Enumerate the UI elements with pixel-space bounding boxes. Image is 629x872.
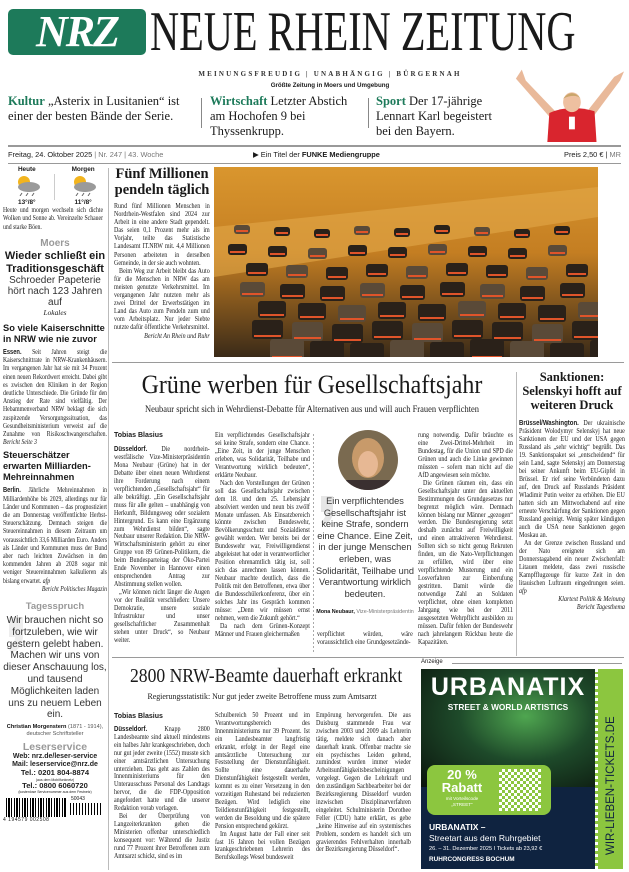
car-taillights [568, 273, 586, 275]
main-headline[interactable]: Grüne werben für Gesellschaftsjahr [141, 370, 483, 399]
car [430, 342, 464, 357]
urbanatix-ad[interactable] [421, 669, 623, 869]
ad-venue: RUHRCONGRESS BOCHUM [429, 856, 515, 863]
car [274, 227, 290, 236]
car-taillights [556, 231, 568, 233]
car [514, 229, 530, 238]
car-taillights [362, 294, 383, 296]
car [474, 227, 490, 236]
car [350, 343, 384, 357]
car [234, 225, 250, 234]
car-taillights [242, 293, 263, 295]
gruene-col-2: Ein verpflichtendes Gesellschaftsjahr sei keine Strafe, sondern eine Chance. „Eine Zeit, in der junge Menschen erleben, was Solidarität, Teilhabe und Verantwortung wirklich bedeuten“, erklärte Neubaur. Nach den Vorstellungen der Grünen soll das Gesellschaftsjahr zwischen dem 18. und dem 25. Lebensjahr absolviert werden und neun bis zwölf Monate umfassen. Als Einsatzbereich könnte zwischen Bundeswehr, Bevölkerungsschutz und Sozialdienst gewählt werden. Wer bereits bei der Bundeswehr war, Freiwilligendienst abgeleistet hat oder in verantwortlicher Position ehrenamtlich tätig ist, soll sich das anrechnen lassen können. Neubaur machte deutlich, dass die Politik mit den Betroffenen, etwa über die Bundesschülerkonferenz, über ein solches Jahr ins Gespräch kommen müsse: „Denn wir müssen ernst nehmen, wem die Zukunft gehört.“ Da nach dem Grünen-Konzept Männer und Frauen gleichermaßen [215, 431, 310, 638]
beamte-col-2: Schulbereich 50 Prozent und im Verantwortungsbereich des Innenministeriums nur 39 Prozent. Ist ein Landesbeamter langfristig erkrankt, erfolgt in der Regel eine amtsärztliche Untersuchung zur Feststellung der Dienstunfähigkeit. Sollte eine dauerhafte Dienstunfähigkeit festgestellt werden, kommt es zu einer Versetzung in den vorzeitigen Ruhestand bei reduzierten Bezügen. Wird lediglich eine Teildienstunfähigkeit festgestellt, werden die Besoldung und die spätere Pension entsprechend gekürzt. Im August hatte der Fall einer seit fast 16 Jahren bei vollen Bezügen krankgeschriebenen Lehrerin des Berufskollegs Wesel bundesweit [215, 711, 310, 862]
car [246, 263, 268, 276]
phone-2[interactable]: Tel.: 0800 6060720 [22, 780, 88, 790]
car-taillights [448, 272, 466, 274]
barcode-addon [70, 803, 102, 815]
car-taillights [368, 273, 386, 275]
gruene-col-3: verpflichtet würden, wäre voraussichtlich eine Grundgesetzände- [317, 630, 413, 647]
car-taillights [550, 252, 565, 254]
car-taillights [408, 275, 426, 277]
slogan: MEINUNGSFREUDIG | UNABHÄNGIG | BÜRGERNAH [198, 70, 462, 78]
car-taillights [516, 234, 528, 236]
pendler-article: Fünf Millionen pendeln täglich Rund fünf Millionen Menschen in Nordrhein-Westfalen sind 2024 zur Arbeit in eine andere Stadt gependelt. Das seien 0,1 Prozent mehr als im Vorjahr, teilte das Statistische Landesamt IT.NRW mit. 4,4 Millionen Personen arbeiteten in derselben Gemeinde, in der sie auch wohnten. Beim Weg zur Arbeit bleibt das Auto für die Menschen in NRW das am meisten genutzte Verkehrsmittel. Im vergangenen Jahr nutzten mehr als zwei Drittel der Erwerbstätigen im Land das Auto zum Pendeln zum und vom Arbeitsplatz. Nur jeder Siebte nutzte dafür öffentliche Verkehrsmittel. Bericht An Rhein und Ruhr [114, 166, 210, 340]
car-taillights [420, 317, 444, 319]
local-subline: Schroeder Papeterie hört nach 123 Jahren auf [7, 275, 103, 308]
beamte-headline[interactable]: 2800 NRW-Beamte dauerhaft erkrankt [130, 665, 403, 687]
car-taillights [574, 336, 598, 338]
weather-today: Heute 13°/8° [7, 166, 47, 207]
car [434, 225, 450, 234]
ad-title: URBANATIX – [429, 822, 486, 832]
car-taillights [494, 337, 521, 339]
teaser-kultur[interactable] [8, 94, 196, 124]
car [446, 263, 468, 276]
car-taillights [248, 272, 266, 274]
local-ref[interactable]: Lokales [43, 308, 67, 317]
car-taillights [328, 276, 346, 278]
price-info: Preis 2,50 € | MR [564, 150, 621, 159]
qr-code[interactable] [499, 769, 541, 811]
sanktionen-article: Sanktionen: Selenskyi hofft auf weiteren Druck Brüssel/Washington. Der ukrainische Präsident Wolodymyr Selenskyj hat neue Sanktionen der EU und der USA gegen Russland als „sehr wichtig“ begrüßt. Das 19. Sanktionspaket sei „entscheidend“ für sein Land, sagte Selenskyj am Donnerstag bei seiner Ankunft beim EU-Gipfel in Brüssel. Er rief seine Verbündeten dazu auf, den Druck auf Russlands Präsident Wladimir Putin weiter zu erhöhen. Die EU hatten sich am Mittwochabend auf eine erneute Verschärfung der Sanktionen gegen Russland geeinigt. Wenig später kündigten auch die USA neue Sanktionen gegen Moskau an. An der Grenze zwischen Russland und der Nato ereignete sich am Donnerstagabend ein neuer Zwischenfall: Litauen meldete, dass zwei russische Kampfflugzeuge für kurze Zeit in den litauischen Luftraum eingedrungen seien. afp Klartext Politik & Meinung Bericht Tagesthema [519, 370, 625, 611]
car-taillights [442, 293, 463, 295]
arrow-icon: ▶ [253, 150, 259, 159]
car [590, 340, 598, 357]
car [394, 228, 410, 237]
car-taillights [294, 337, 321, 339]
teaser-sport[interactable] [376, 94, 506, 139]
quote-author: Mona Neubaur, Vize-Ministerpräsidentin [316, 609, 414, 615]
tagline: Größte Zeitung in Moers und Umgebung [270, 82, 390, 89]
car-taillights [316, 234, 328, 236]
barcode [6, 798, 66, 817]
phone-1[interactable]: Tel.: 0201 804-8874 [20, 768, 90, 778]
car [348, 245, 367, 256]
car-taillights [402, 296, 423, 298]
car-taillights [374, 336, 401, 338]
car [548, 245, 567, 256]
footballer-photo[interactable] [510, 66, 626, 142]
car [308, 248, 327, 259]
car [310, 341, 344, 357]
car [468, 246, 487, 257]
tagesspruch [3, 615, 107, 721]
car-taillights [260, 314, 284, 316]
car [486, 265, 508, 278]
kaiserschnitt-article: So viele Kaiserschnitte in NRW wie nie zuvor Essen. Seit Jahren steigt die Kaiserschnittrate in NRW-Krankenhäusern. Im vergangenen Jahr hat sie mit 34 Prozent einen neuen Rekordwert erreicht. Dabei gibt es zwischen den Kliniken in der Region deutliche Unterschiede. Die Gründe für den Anstieg der Rate sind vielfältig. Der Hebammenverband NRW beklagt die sich zuspitzende Versorgungssituation, das Gesundheitsministerium verweist auf die Zunahme von Risikoschwangerschaften. Bericht Seite 3 [3, 323, 108, 447]
main-subline: Neubaur spricht sich in Wehrdienst-Debatte für Alternativen aus und will auch Frauen verpflichten [144, 404, 480, 414]
car-taillights [470, 253, 485, 255]
car-taillights [454, 335, 481, 337]
car-taillights [272, 356, 302, 357]
car [406, 266, 428, 279]
weather-text: Heute und morgen wechseln sich dichte Wolken und Sonne ab. Vereinzelte Schauer und starke Böen. [3, 206, 103, 231]
car-taillights [430, 251, 445, 253]
car [366, 264, 388, 277]
beamte-col-3: Empörung hervorgerufen. Die aus Duisburg stammende Frau war zwischen 2003 und 2009 als Lehrerin tätig, meldete sich danach aber dauerhaft krank. Offenbar machte sie ein psychisches Leiden geltend, zumindest wurden immer wieder Arbeitsunfähigkeitsbescheinigungen vorgelegt. Gegen die Lehrkraft und den zuständigen Sachbearbeiter bei der Bezirksregierung Düsseldorf wurden inzwischen Disziplinarverfahren eingeleitet. Schulministerin Dorothee Feller (CDU) hatte erklärt, es gebe „keine Hinweise auf ein systemisches Problem, sondern es handelt sich um gravierendes Fehlverhalten innerhalb der Bezirksregierung Düsseldorf“. [316, 711, 411, 854]
pull-quote: Ein verpflichtendes Gesellschaftsjahr ist keine Strafe, sondern eine Chance. Eine Zeit, in der junge Menschen erleben, was Solidarität, Teilhabe und Verantwortung wirklich bedeuten. [316, 496, 414, 599]
car-taillights [436, 230, 448, 232]
car-taillights [500, 316, 524, 318]
tagesspruch-quote: Wir brauchen nicht so fortzuleben, wie wir gestern gelebt haben. Machen wir uns von dieser Anschauung los, und tausend Möglichkeiten laden uns zu neuem Leben ein. [3, 615, 107, 721]
beamte-subline: Regierungsstatistik: Nur gut jeder zweite Betroffene muss zum Amtsarzt [147, 692, 377, 701]
car-taillights [534, 339, 561, 341]
car-taillights [276, 232, 288, 234]
sun-cloud-rain-icon [12, 174, 42, 196]
car-taillights [270, 253, 285, 255]
car-taillights [236, 230, 248, 232]
car-taillights [472, 356, 502, 357]
beamte-col-1: Tobias Blasius Düsseldorf. Knapp 2800 Landesbeamte sind aktuell mindestens ein halbes Jahr krankgeschrieben, doch nur gut jeder zweite (1552) musste sich einer amtsärztlichen Untersuchung unterziehen. Das geht aus Zahlen des Innenministeriums für den Unterausschuss Personal des Landtags hervor, die die FDP-Opposition angefordert hatte und die unserer Redaktion vorab vorlagen. Bei der Überprüfung von Langzeiterkrankten gehen die Ministerien offenbar unterschiedlich konsequent vor: Während die Justiz rund 77 Prozent ihrer Betroffenen zum Amtsarzt schickt, sind es im [114, 713, 210, 860]
car-taillights [334, 339, 361, 341]
car-taillights [460, 314, 484, 316]
ad-subtitle: Streetart aus dem Ruhrgebiet [429, 833, 541, 843]
headline[interactable]: Steuerschätzer erwarten Milliarden-Mehreinnahmen [3, 450, 91, 483]
car-taillights [322, 297, 343, 299]
nrz-logo[interactable]: NRZ [8, 9, 146, 55]
car [508, 248, 527, 259]
mail-link[interactable]: Mail: leserservice@nrz.de [12, 761, 98, 769]
car [286, 265, 308, 278]
teaser-kicker: Kultur [8, 94, 45, 108]
car [566, 264, 588, 277]
teaser-text: Der 17-jährige Lennart Karl begeistert bei den Bayern. [376, 94, 492, 138]
car [550, 343, 584, 357]
gruene-col-4: rung notwendig. Dafür bräuchte es eine Zwei-Drittel-Mehrheit im Bundestag, für die Union und SPD die Grünen und auch die Linke gewinnen müssten – sofern man nicht auf die AfD angewiesen sein möchte. Die Grünen räumen ein, dass ein Gesellschaftsjahr unter den aktuellen Bestimmungen des Grundgesetzes nur begrenzt möglich wäre. Demnach können bislang nur Männer „gezogen“ werden. Die Bundesregierung setzt deshalb zunächst auf Freiwilligkeit und einen attraktiveren Wehrdienst. Sollten sich so nicht genug Rekruten finden, um die Nato-Verpflichtungen zu erfüllen, wird über eine verpflichtende Musterung und ein Losverfahren zur Einberufung gestritten. Damit würde die notwendige Zahl an Soldaten verpflichtet, ohne einen kompletten Jahrgang wie bei der 2011 ausgesetzten Wehrpflicht ausbilden zu müssen. Dafür fehlen der Bundeswehr nach jahrelangem Rückbau heute die Kapazitäten. [418, 431, 513, 646]
car-taillights [288, 274, 306, 276]
portrait-neubaur[interactable] [338, 430, 398, 490]
left-column [3, 166, 107, 872]
car-taillights [310, 255, 325, 257]
car-taillights [528, 276, 546, 278]
ad-url: WIR-LIEBEN-TICKETS.DE [605, 716, 617, 855]
teaser-kicker: Sport [376, 94, 406, 108]
gruene-col-1: Tobias Blasius Düsseldorf. Die nordrhein-westfälische Vize-Ministerpräsidentin Mona Neubaur (Grüne) hat in der Debatte über einen neuen Wehrdienst ihre Forderung nach einem verpflichtenden „Gesellschaftsjahr“ für alle bekräftigt. „Ein Gesellschaftsjahr muss für alle gelten – unabhängig von Herkunft, Bildungsweg oder sozialem Hintergrund. Es kann eine Ergänzung zum Wehrdienst bilden“, sagte Neubaur unserer Redaktion. Die NRW-Wirtschaftsministerin gehört zu einer Gruppe von 89 Grünen-Politikern, die beim Bundesparteitag der Öko-Partei Ende November in Hannover einen entsprechenden Antrag zur Abstimmung stellen wollen. „Wir können nicht länger die Augen vor der Realität verschließen: Unsere Demokratie, unsere soziale Infrastruktur und unser gesellschaftlicher Zusammenhalt stehen unter Druck“, so Neubaur weiter. [114, 432, 210, 644]
car-taillights [350, 252, 365, 254]
teaser-text: „Asterix in Lusitanien“ ist einer der besten Bände der Serie. [8, 94, 180, 123]
local-headline[interactable]: Wieder schließt ein Traditionsgeschäft [4, 250, 106, 275]
car-taillights [414, 338, 441, 340]
author: Tobias Blasius [114, 432, 163, 439]
car-taillights [562, 294, 583, 296]
car [314, 229, 330, 238]
teaser-wirtschaft[interactable] [210, 94, 362, 139]
car [526, 267, 548, 280]
car-taillights [356, 231, 368, 233]
barcode-top: 50043 [71, 796, 85, 803]
car [388, 247, 407, 258]
weather-tomorrow: Morgen 11°/8° [63, 166, 103, 207]
ad-label: Anzeige [421, 659, 443, 665]
car [428, 244, 447, 255]
car-taillights [254, 335, 281, 337]
car [270, 339, 304, 357]
car [510, 341, 544, 357]
car-taillights [396, 233, 408, 235]
tagesspruch-label: Tagesspruch [25, 601, 85, 613]
sun-cloud-rain-icon [68, 174, 98, 196]
car-taillights [476, 232, 488, 234]
car [354, 226, 370, 235]
teaser-kicker: Wirtschaft [210, 94, 268, 108]
issue-info: Freitag, 24. Oktober 2025 | Nr. 247 | 43. Woche [8, 150, 164, 159]
car-taillights [488, 274, 506, 276]
barcode-number: 4 194579 002508 [3, 817, 50, 824]
barcode-block [3, 796, 107, 824]
headline[interactable]: Sanktionen: Selenskyi hofft auf weiteren Druck [522, 370, 622, 412]
car-taillights [540, 318, 564, 320]
car [326, 267, 348, 280]
car [554, 226, 570, 235]
newspaper-title: NEUE RHEIN ZEITUNG [150, 1, 576, 63]
car [390, 340, 424, 357]
car [228, 244, 247, 255]
ad-brand: URBANATIX [430, 673, 586, 701]
car-taillights [510, 255, 525, 257]
dateline-bar [8, 145, 621, 164]
leserservice: Leserservice Web: nrz.de/leser-service Mail: leserservice@nrz.de Tel.: 0201 804-8874 (aus dem Mobilfunknetz) Tel.: 0800 6060720 (kostenlose Servicenummer aus dem Festnetz) [3, 742, 107, 794]
headline[interactable]: Fünf Millionen pendeln täglich [114, 166, 210, 198]
weather-widget [3, 166, 107, 204]
tagesspruch-author: Christian Morgenstern (1871 - 1914), deutscher Schriftsteller [6, 724, 104, 737]
car-taillights [390, 254, 405, 256]
ad-details: 26. – 31. Dezember 2025 I Tickets ab 23,92 € [429, 846, 543, 852]
car-taillights [482, 295, 503, 297]
ad-ticket-stub[interactable] [595, 669, 623, 869]
discount-badge: 20 % Rabatt mit Vorteilscode „STREET“ [427, 765, 551, 815]
car-taillights [300, 316, 324, 318]
teaser-text: Letzter Abstich am Hochofen 9 bei Thyssenkrupp. [210, 94, 348, 138]
car-taillights [522, 297, 543, 299]
car-taillights [380, 315, 404, 317]
car-taillights [580, 315, 598, 317]
car-taillights [340, 318, 364, 320]
publisher-info: ▶ Ein Titel der FUNKE Mediengruppe [253, 150, 380, 159]
traffic-jam-photo[interactable] [214, 167, 598, 357]
steuer-article: Steuerschätzer erwarten Milliarden-Mehreinnahmen Berlin. Jährliche Mehreinnahmen in Milliardenhöhe bis 2029, allerdings nur für Länder und Kommunen – das prognostiziert die am Donnerstag veröffentlichte Herbst-Steuerschätzung. Demnach steigen die Steuereinnahmen in diesem Zeitraum um voraussichtlich 33,6 Milliarden Euro. Anders als Länder und Kommunen muss der Bund aber nach leichten Zuwächsen in den kommenden Jahren ab 2028 sogar mit weniger Steuereinnahmen kalkulieren als bislang erwartet. afp Bericht Politisches Magazin [3, 450, 108, 593]
local-kicker: Moers [40, 238, 70, 249]
car-taillights [230, 251, 245, 253]
web-link[interactable]: Web: nrz.de/leser-service [12, 753, 98, 761]
car-taillights [282, 295, 303, 297]
author: Tobias Blasius [114, 713, 163, 720]
car [470, 339, 504, 357]
headline[interactable]: So viele Kaiserschnitte in NRW wie nie zuvor [3, 323, 105, 344]
car [268, 246, 287, 257]
ad-tagline: STREET & WORLD ARTISTICS [447, 702, 569, 712]
